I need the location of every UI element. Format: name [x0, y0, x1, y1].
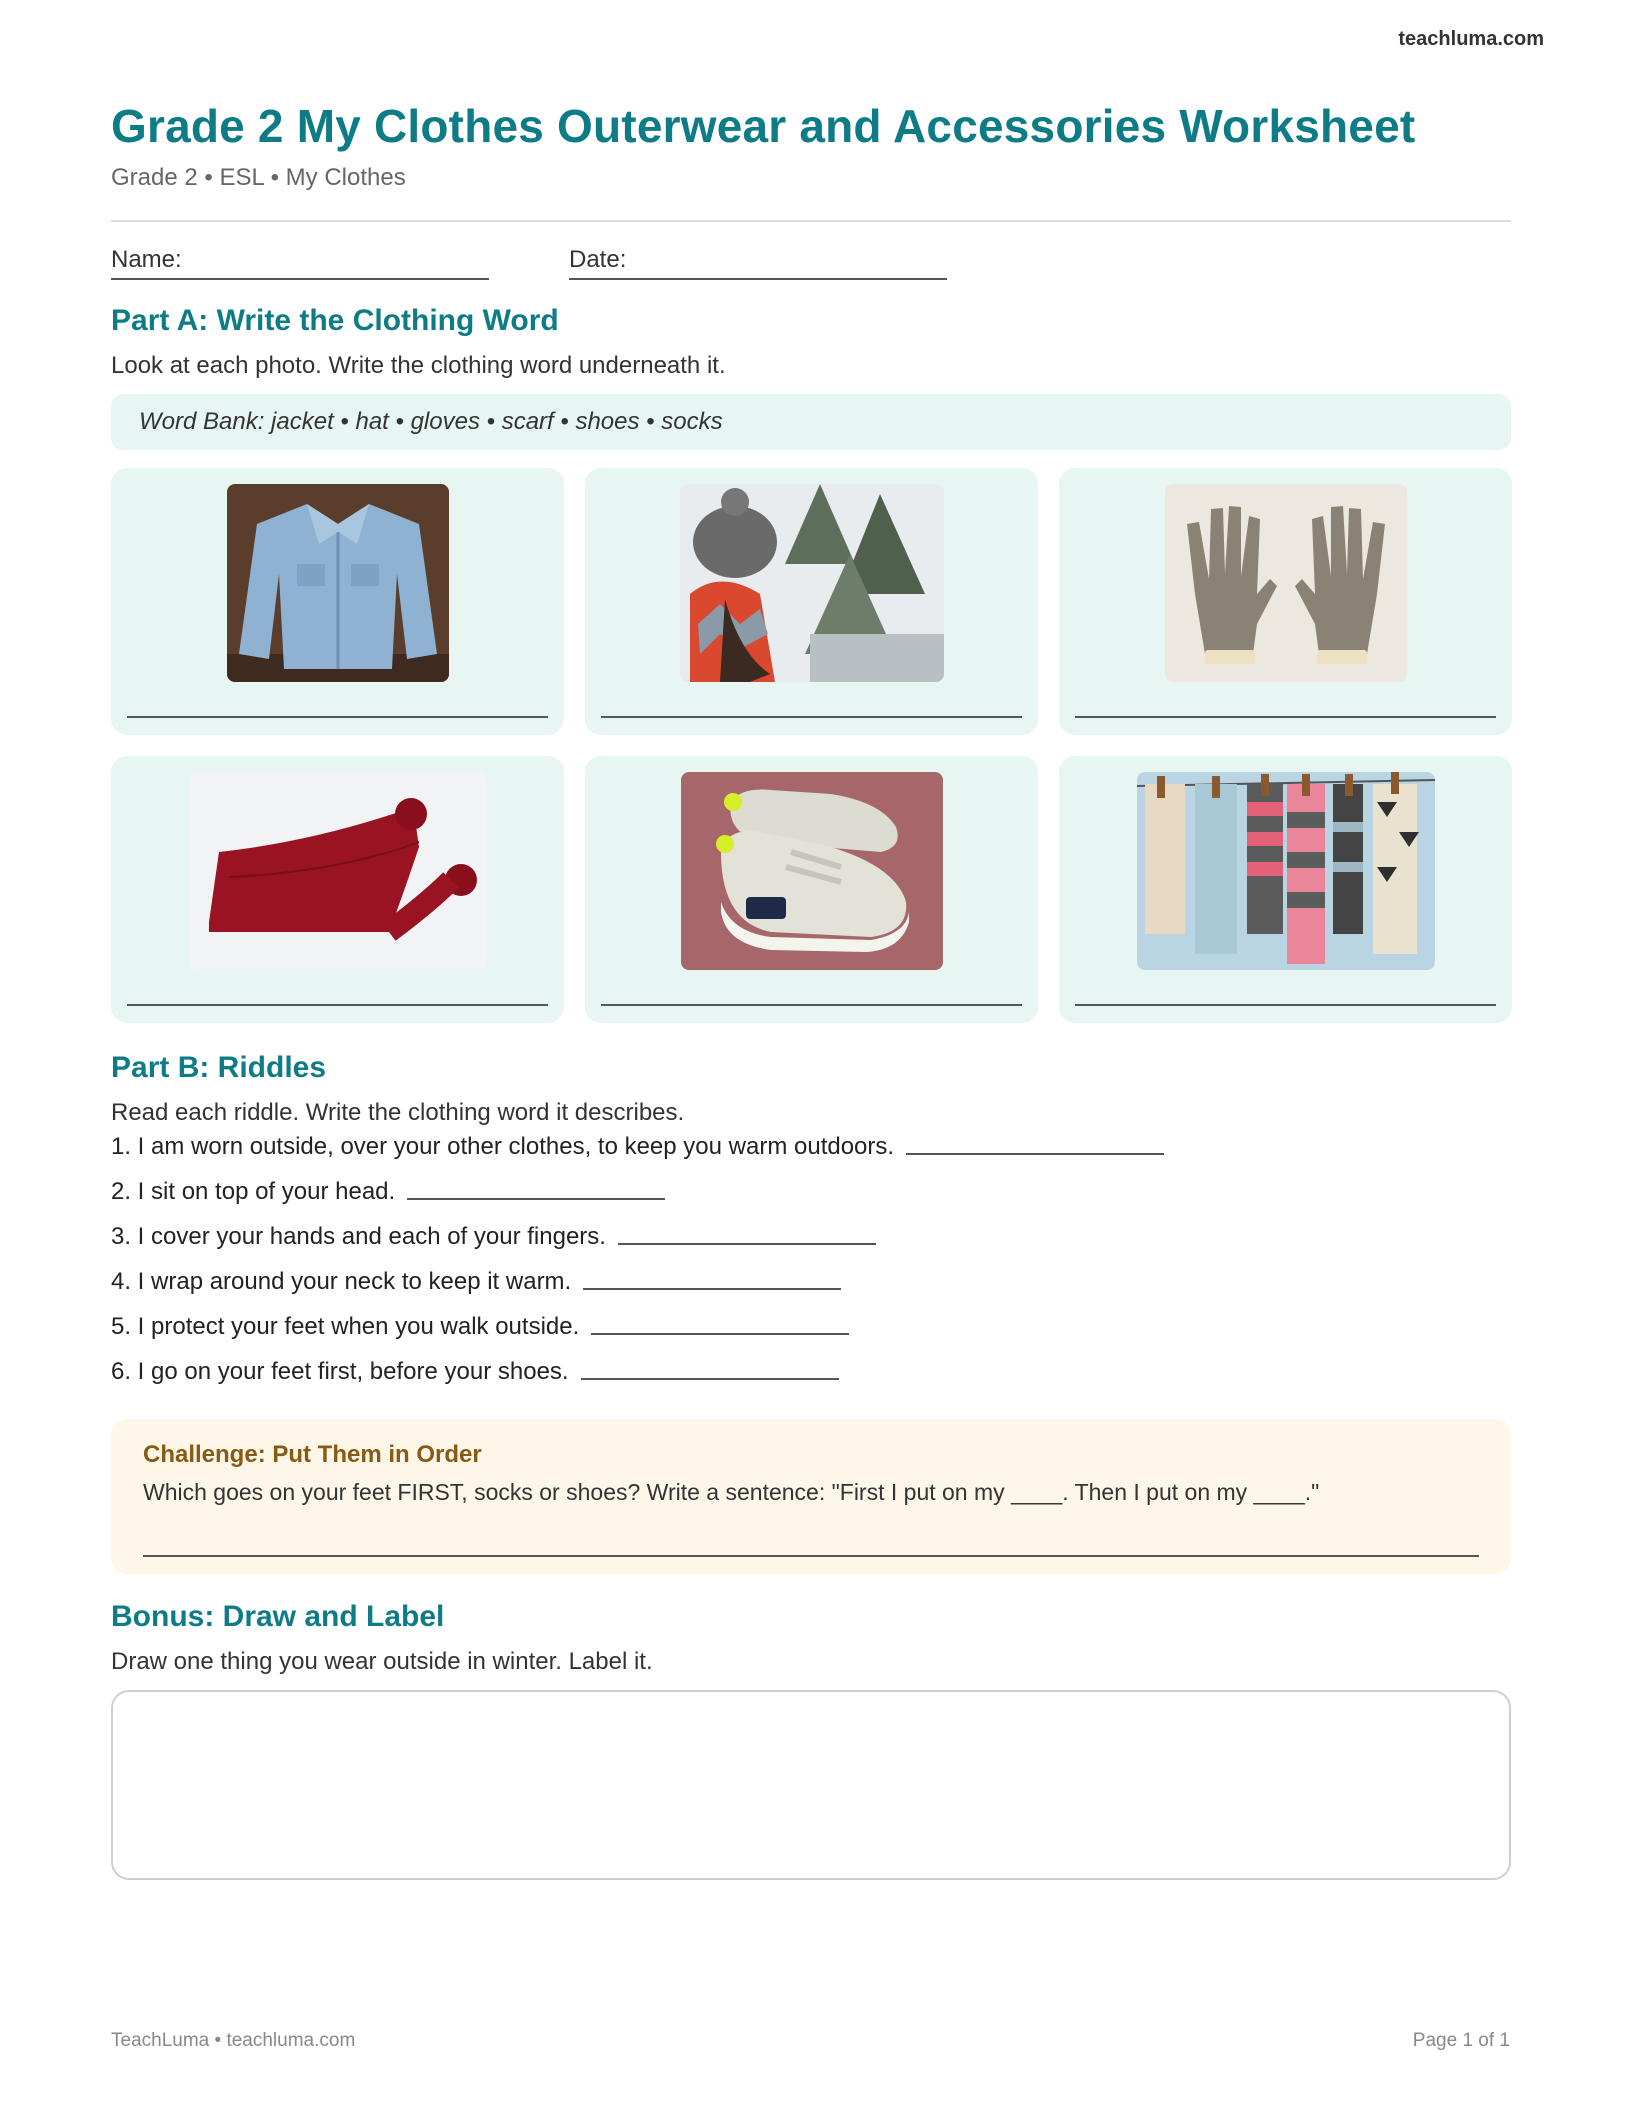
- brand-link: teachluma.com: [1398, 28, 1544, 50]
- answer-blank[interactable]: [581, 1358, 839, 1380]
- answer-blank[interactable]: [583, 1268, 841, 1290]
- answer-line[interactable]: [601, 716, 1022, 718]
- jacket-photo: [227, 484, 449, 682]
- name-field[interactable]: Name:: [111, 246, 489, 280]
- photo-card-socks: [1059, 756, 1512, 1023]
- page-subtitle: Grade 2 • ESL • My Clothes: [111, 164, 406, 191]
- page-title: Grade 2 My Clothes Outerwear and Accessories Worksheet: [111, 100, 1416, 152]
- challenge-title: Challenge: Put Them in Order: [143, 1441, 482, 1468]
- part-a-instructions: Look at each photo. Write the clothing word underneath it.: [111, 352, 726, 379]
- student-info-row: [111, 246, 1511, 280]
- footer-brand: TeachLuma • teachluma.com: [111, 2030, 356, 2051]
- riddle-item: [111, 1178, 1511, 1223]
- socks-photo: [1137, 772, 1435, 970]
- riddle-item: [111, 1133, 1511, 1178]
- riddle-text: 5. I protect your feet when you walk outside.: [111, 1313, 580, 1340]
- riddle-item: [111, 1268, 1511, 1313]
- bonus-instructions: Draw one thing you wear outside in winter. Label it.: [111, 1648, 653, 1675]
- scarf-photo: [189, 772, 487, 970]
- challenge-box: [111, 1419, 1511, 1574]
- answer-line[interactable]: [127, 1004, 548, 1006]
- riddle-text: 4. I wrap around your neck to keep it warm.: [111, 1268, 572, 1295]
- part-a-heading: Part A: Write the Clothing Word: [111, 304, 559, 337]
- word-bank: Word Bank: jacket • hat • gloves • scarf • shoes • socks: [111, 394, 1511, 450]
- photo-card-shoes: [585, 756, 1038, 1023]
- answer-line[interactable]: [601, 1004, 1022, 1006]
- divider: [111, 220, 1511, 222]
- answer-blank[interactable]: [906, 1133, 1164, 1155]
- page-number: Page 1 of 1: [1412, 2030, 1510, 2051]
- photo-card-gloves: [1059, 468, 1512, 735]
- riddle-item: [111, 1358, 1511, 1403]
- shoes-photo: [681, 772, 943, 970]
- part-b-heading: Part B: Riddles: [111, 1051, 327, 1084]
- photo-card-jacket: [111, 468, 564, 735]
- drawing-box[interactable]: [111, 1690, 1511, 1880]
- hat-photo: [680, 484, 944, 682]
- answer-line[interactable]: [1075, 716, 1496, 718]
- riddle-text: 6. I go on your feet first, before your shoes.: [111, 1358, 569, 1385]
- gloves-photo: [1165, 484, 1407, 682]
- riddle-text: 1. I am worn outside, over your other clothes, to keep you warm outdoors.: [111, 1133, 895, 1160]
- worksheet-page: [111, 96, 1511, 1880]
- riddle-item: [111, 1223, 1511, 1268]
- answer-line[interactable]: [1075, 1004, 1496, 1006]
- photo-card-scarf: [111, 756, 564, 1023]
- riddle-text: 3. I cover your hands and each of your fingers.: [111, 1223, 606, 1250]
- photo-card-hat: [585, 468, 1038, 735]
- answer-line[interactable]: [127, 716, 548, 718]
- date-field[interactable]: Date:: [569, 246, 947, 280]
- riddle-item: [111, 1313, 1511, 1358]
- riddle-list: [111, 1133, 1511, 1403]
- bonus-heading: Bonus: Draw and Label: [111, 1600, 445, 1633]
- part-b-instructions: Read each riddle. Write the clothing word it describes.: [111, 1099, 685, 1126]
- answer-blank[interactable]: [407, 1178, 665, 1200]
- photo-grid: [111, 468, 1511, 1023]
- riddle-text: 2. I sit on top of your head.: [111, 1178, 396, 1205]
- answer-blank[interactable]: [591, 1313, 849, 1335]
- challenge-answer-line[interactable]: [143, 1555, 1479, 1557]
- challenge-text: Which goes on your feet FIRST, socks or shoes? Write a sentence: "First I put on my ____. Then I put on my ____.": [143, 1479, 1320, 1505]
- answer-blank[interactable]: [618, 1223, 876, 1245]
